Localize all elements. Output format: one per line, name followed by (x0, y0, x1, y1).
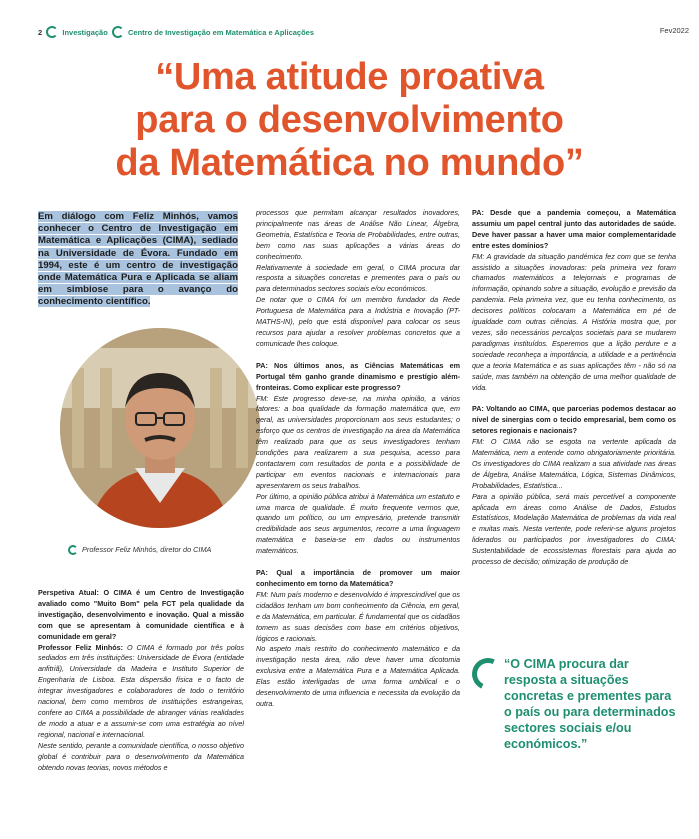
answer-3-cont: No aspeto mais restrito do conhecimento matemático e da investigação nesta área, não deve haver uma dicotomia exclusiva entre a Matemática Pura e a Matemática Aplicada. Elas estão interligadas de uma forma umbilical e o desenvolvimento de uma influencia e necessita da evolução da outra. (256, 644, 460, 708)
section-label: Investigação (62, 28, 108, 37)
question-2: PA: Nos últimos anos, as Ciências Matemáticas em Portugal têm ganho grande dinamismo e prestígio além-fronteiras. Como explicar este progresso? (256, 360, 460, 392)
pull-quote-text: “O CIMA procura dar resposta a situações concretas e prementes para o país ou para determinados sectores sociais e/ou económicos.” (504, 657, 676, 751)
answer-2: FM: Este progresso deve-se, na minha opinião, a vários fatores: a boa qualidade da formação matemática que, em geral, as universidades proporcionam aos seus estudantes; o esforço que os centros de investigação na área da Matemática têm realizado para que os seus investigadores tenham condições para realizarem a sua pesquisa, acesso para contactarem com resultados de ponta e a possibilidade de participar em eventos nacionais e internacionais para apresentarem os seus trabalhos. (256, 393, 460, 490)
title-line: da Matemática no mundo” (115, 142, 584, 184)
photo-caption (66, 545, 211, 555)
question-4: PA: Desde que a pandemia começou, a Matemática assumiu um papel central junto das autoridades de saúde. Deve haver passar a haver uma maior complementaridade entre estes domínios? (472, 208, 676, 250)
caption-text: Professor Feliz Minhós, diretor do CIMA (82, 545, 212, 554)
cima-ring-icon (112, 26, 124, 38)
issue-date: Fev2022 (659, 26, 689, 35)
paragraph: Relativamente à sociedade em geral, o CIMA procura dar resposta a situações concretas e prementes para o país ou para determinados sectores sociais e/ou económicos. (256, 262, 460, 294)
title-line: para o desenvolvimento (135, 99, 564, 141)
title-line: “Uma atitude proativa (155, 56, 544, 98)
answer-3: FM: Num país moderno e desenvolvido é imprescindível que os cidadãos tenham um bom conhecimento da Ciência, em geral, e da Matemática, em particular. É fundamental que os cidadãos tomem as suas decisões com base em critérios objetivos, lógicos e racionais. (256, 589, 460, 643)
article-title (40, 56, 659, 185)
portrait-photo (60, 328, 260, 528)
answer-5: FM: O CIMA não se esgota na vertente aplicada da Matemática, nem a entende como obrigatoriamente prioritária. Os investigadores do CIMA realizam a sua atividade nas áreas de Álgebra, Análise Matemática, Lógica, Sistemas Dinâmicos, Probabilidades, Estatística... (472, 437, 676, 490)
column-3 (472, 208, 676, 568)
answer-4: FM: A gravidade da situação pandémica fez com que se tenha assistido a situações inovadoras: pela primeira vez foram chamados matemáticos a telejornais e programas de informação, opinando sobre a situação, evolução e previsão da pandemia. Pela primeira vez, que eu tenha conhecimento, os decisores políticos colocaram a Matemática em pé de igualdade com outras ciências. A História mostra que, por vezes, são necessários percalços societais para se mudarem paradigmas instituídos. Esperemos que a lição perdure e a sociedade reconheça a importância, a utilidade e a pertinência que a teoria Matemática e as suas aplicações têm - não só na saúde, mas também na obtenção de uma melhor qualidade de vida. (472, 251, 676, 392)
portrait-illustration (60, 328, 260, 528)
paragraph: De notar que o CIMA foi um membro fundador da Rede Portuguesa de Matemática para a Indústria e Inovação (PT-MATHS-IN), pelo que está disponível para colocar os seus recursos para ajudar a resolver problemas concretos que a comunicade lhes coloque. (256, 295, 460, 348)
page-number: 2 (38, 28, 43, 37)
quote-ring-icon (467, 653, 508, 694)
subsection-label: Centro de Investigação em Matemática e Aplicações (127, 28, 315, 37)
intro-text: Em diálogo com Feliz Minhós, vamos conhecer o Centro de Investigação em Matemática e Aplicações (CIMA), sediado na Universidade de Évora. Fundado em 1994, este é um centro de investigação onde Matemática Pura e Aplicada se aliam em simbiose para o avanço do conhecimento científico. (38, 211, 238, 308)
running-header (38, 26, 689, 40)
question-3: PA: Qual a importância de promover um maior conhecimento em torno da Matemática? (256, 568, 460, 588)
answer-1-cont: Neste sentido, perante a comunidade científica, o nosso objetivo global é contribuir para o desenvolvimento da Matemática obtendo novas teorias, novos métodos e (38, 740, 244, 772)
question-5: PA: Voltando ao CIMA, que parcerias podemos destacar ao nível de sinergias com o tecido empresarial, bem como os setores regionais e nacionais? (472, 404, 676, 436)
column-1-lower (38, 588, 244, 773)
column-2 (256, 208, 460, 710)
intro-paragraph (38, 211, 238, 309)
cima-ring-icon (68, 545, 78, 555)
answer-1: O CIMA é formado por três polos sediados em três instituições: Universidade de Évora (entidade anfitriã), Universidade da Madeira e Instituto Superior de Engenharia de Lisboa. Esta dispersão física e o facto de integrar investigadores e colaboradores de todo o território nacional, bem como membros de instituições estrangeiras, confere ao CIMA a possibilidade de abranger várias realidades de modo a atuar e a assumir-se com uma estratégia ao nível regional, nacional e internacional. (38, 642, 244, 739)
pull-quote (476, 656, 676, 752)
answer-5-cont: Para a opinião pública, será mais percetível a componente aplicada em áreas como Análise de Dados, Estudos Estatísticos, Modelação Matemática de problemas da vida real e muitas mais. Nesta vertente, pode referir-se alguns projetos liderados ou participados por investigadores do CIMA: Sustentabilidade de ecossistemas florestais para ajuda ao processo de decisão; otimização de produção de (472, 491, 676, 567)
paragraph: processos que permitam alcançar resultados inovadores, principalmente nas áreas de Análise Não Linear, Álgebra, Geometria, Estatística e Teoria de Probabilidades, entre outras, bem como nas suas aplicações a várias áreas do conhecimento. (256, 208, 460, 261)
answer-2-cont: Por último, a opinião pública atribui à Matemática um estatuto e uma marca de qualidade. É muito frequente vermos que, quando um político, ou um empresário, pretende transmitir credibilidade aos seus argumentos, recorre a uma linguagem matemática e baseia-se em dados ou instrumentos matemáticos. (256, 491, 460, 556)
answer-speaker: Professor Feliz Minhós: (38, 642, 124, 652)
question-1: Perspetiva Atual: O CIMA é um Centro de Investigação avaliado como "Muito Bom" pela FCT pela qualidade da investigação, desenvolvimento e inovação. Qual a missão com que se apresentam à comunidade científica e à comunidade em geral? (38, 588, 244, 641)
cima-ring-icon (46, 26, 58, 38)
